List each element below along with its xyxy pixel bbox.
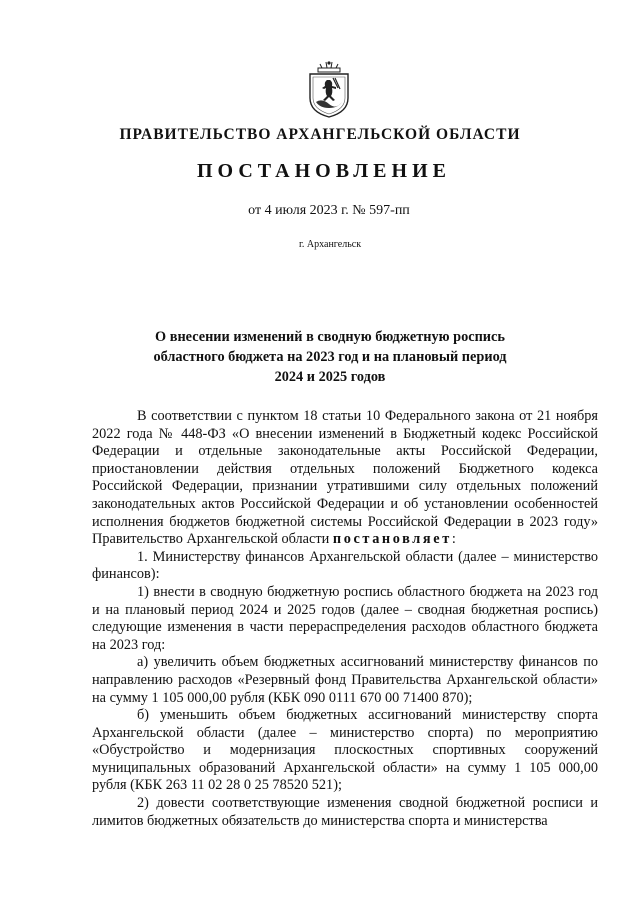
- paragraph-subitem-1: 1) внести в сводную бюджетную роспись областного бюджета на 2023 год и на плановый период 2024 и 2025 годов (далее – сводная бюджетная роспись) следующие изменения в части перераспределения расходов областного бюджета на 2023 год:: [92, 583, 598, 653]
- date-and-number: от 4 июля 2023 г. № 597-пп: [248, 203, 410, 218]
- preamble-text: В соответствии с пунктом 18 статьи 10 Федерального закона от 21 ноября 2022 года № 448-ФЗ «О внесении изменений в Бюджетный кодекс Российской Федерации и отдельные законодательные акты Российской Федерации, приостановлении действия отдельных положений Бюджетного кодекса Российской Федерации, признании утратившими силу отдельных положений законодательных актов Российской Федерации и об установлении особенностей исполнения бюджетов бюджетной системы Российской Федерации в 2023 году» Правительство Архангельской области: [92, 408, 598, 548]
- city-name: г. Архангельск: [298, 239, 362, 250]
- paragraph-subitem-2: 2) довести соответствующие изменения сводной бюджетной росписи и лимитов бюджетных обязательств до министерства спорта и министерства: [92, 795, 598, 829]
- preamble-colon: :: [451, 531, 456, 548]
- government-name: ПРАВИТЕЛЬСТВО АРХАНГЕЛЬСКОЙ ОБЛАСТИ: [119, 126, 521, 143]
- paragraph-item-1: 1. Министерству финансов Архангельской области (далее – министерство финансов):: [92, 548, 598, 583]
- paragraph-subitem-b: б) уменьшить объем бюджетных ассигнований министерству спорта Архангельской области (далее – министерство спорта) по мероприятию «Обустройство и модернизация плоскостных спортивных сооружений муниципальных образований Архангельской области» на сумму 1 105 000,00 рубля (КБК 263 11 02 28 0 25 78520 521);: [92, 707, 598, 794]
- paragraph-preamble: [92, 408, 598, 549]
- document-title: [150, 327, 510, 387]
- title-line: 2024 и 2025 годов: [274, 369, 386, 385]
- title-line: О внесении изменений в сводную бюджетную роспись: [155, 329, 505, 345]
- title-line: областного бюджета на 2023 год и на плановый период: [153, 349, 507, 365]
- resolves-word: постановляет: [332, 531, 452, 548]
- coat-of-arms-emblem: [304, 58, 354, 118]
- document-type-heading: ПОСТАНОВЛЕНИЕ: [197, 160, 451, 182]
- paragraph-subitem-a: а) увеличить объем бюджетных ассигнований министерству финансов по направлению расходов «Резервный фонд Правительства Архангельской области» на сумму 1 105 000,00 рубля (КБК 090 0111 670 00 71400 870);: [92, 654, 598, 706]
- document-body: [92, 408, 598, 830]
